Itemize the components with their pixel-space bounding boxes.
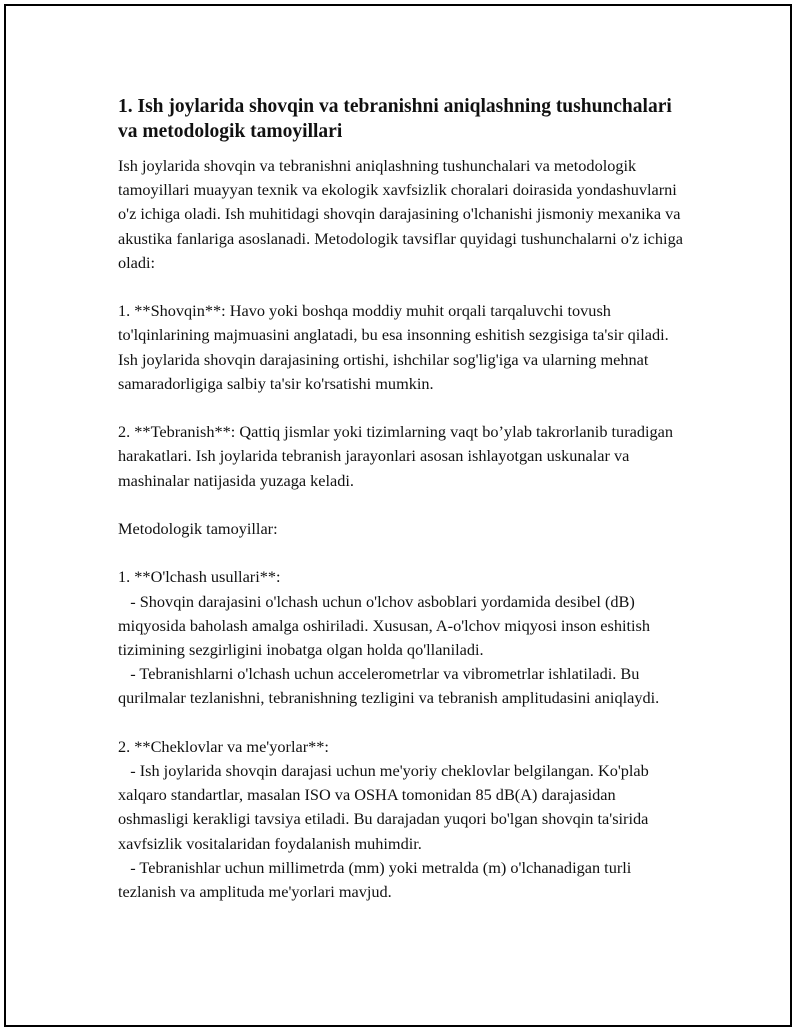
paragraph-gap <box>118 275 688 299</box>
noise-definition-paragraph: 1. **Shovqin**: Havo yoki boshqa moddiy muhit orqali tarqaluvchi tovush to'lqinlarining majmuasini anglatadi, bu esa insonning eshitish sezgisiga ta'sir qiladi. Ish joylarida shovqin darajasining ortishi, ishchilar sog'lig'iga va ularning mehnat samaradorligiga salbiy ta'sir ko'rsatishi mumkin. <box>118 301 673 393</box>
measurement-methods-paragraph: 1. **O'lchash usullari**: - Shovqin darajasini o'lchash uchun o'lchov asboblari yordamida desibel (dB) miqyosida baholash amalga oshiriladi. Xususan, A-o'lchov miqyosi inson eshitish tizimining sezgirligini inobatga olgan holda qo'llaniladi. - Tebranishlarni o'lchash uchun accelerometrlar va vibrometrlar ishlatiladi. Bu qurilmalar tezlanishni, tebranishning tezligini va tebranish amplitudasini aniqlaydi. <box>118 567 660 708</box>
vibration-definition-paragraph: 2. **Tebranish**: Qattiq jismlar yoki tizimlarning vaqt bo’ylab takrorlanib turadigan harakatlari. Ish joylarida tebranish jarayonlari asosan ishlayotgan uskunalar va mashinalar natijasida yuzaga keladi. <box>118 422 678 490</box>
document-body <box>118 94 688 904</box>
paragraph-gap <box>118 493 688 517</box>
paragraph-gap <box>118 396 688 420</box>
limits-and-norms-paragraph: 2. **Cheklovlar va me'yorlar**: - Ish joylarida shovqin darajasi uchun me'yoriy cheklovlar belgilangan. Ko'plab xalqaro standartlar, masalan ISO va OSHA tomonidan 85 dB(A) darajasidan oshmasligi kerakligi tavsiya etiladi. Bu darajadan yuqori bo'lgan shovqin ta'sirida xavfsizlik vositalaridan foydalanish muhimdir. - Tebranishlar uchun millimetrda (mm) yoki metralda (m) o'lchanadigan turli tezlanish va amplituda me'yorlari mavjud. <box>118 736 649 902</box>
intro-paragraph: Ish joylarida shovqin va tebranishni aniqlashning tushunchalari va metodologik tamoyillari muayyan texnik va ekologik xavfsizlik choralari doirasida yondashuvlarni o'z ichiga oladi. Ish muhitidagi shovqin darajasining o'lchanishi jismoniy mexanika va akustika fanlariga asoslanadi. Metodologik tavsiflar quyidagi tushunchalarni o'z ichiga oladi: <box>118 156 688 272</box>
principles-heading: Metodologik tamoyillar: <box>118 519 278 538</box>
paragraph-gap <box>118 711 688 735</box>
paragraph-gap <box>118 541 688 565</box>
document-title: 1. Ish joylarida shovqin va tebranishni aniqlashning tushunchalari va metodologik tamoyillari <box>118 96 672 142</box>
